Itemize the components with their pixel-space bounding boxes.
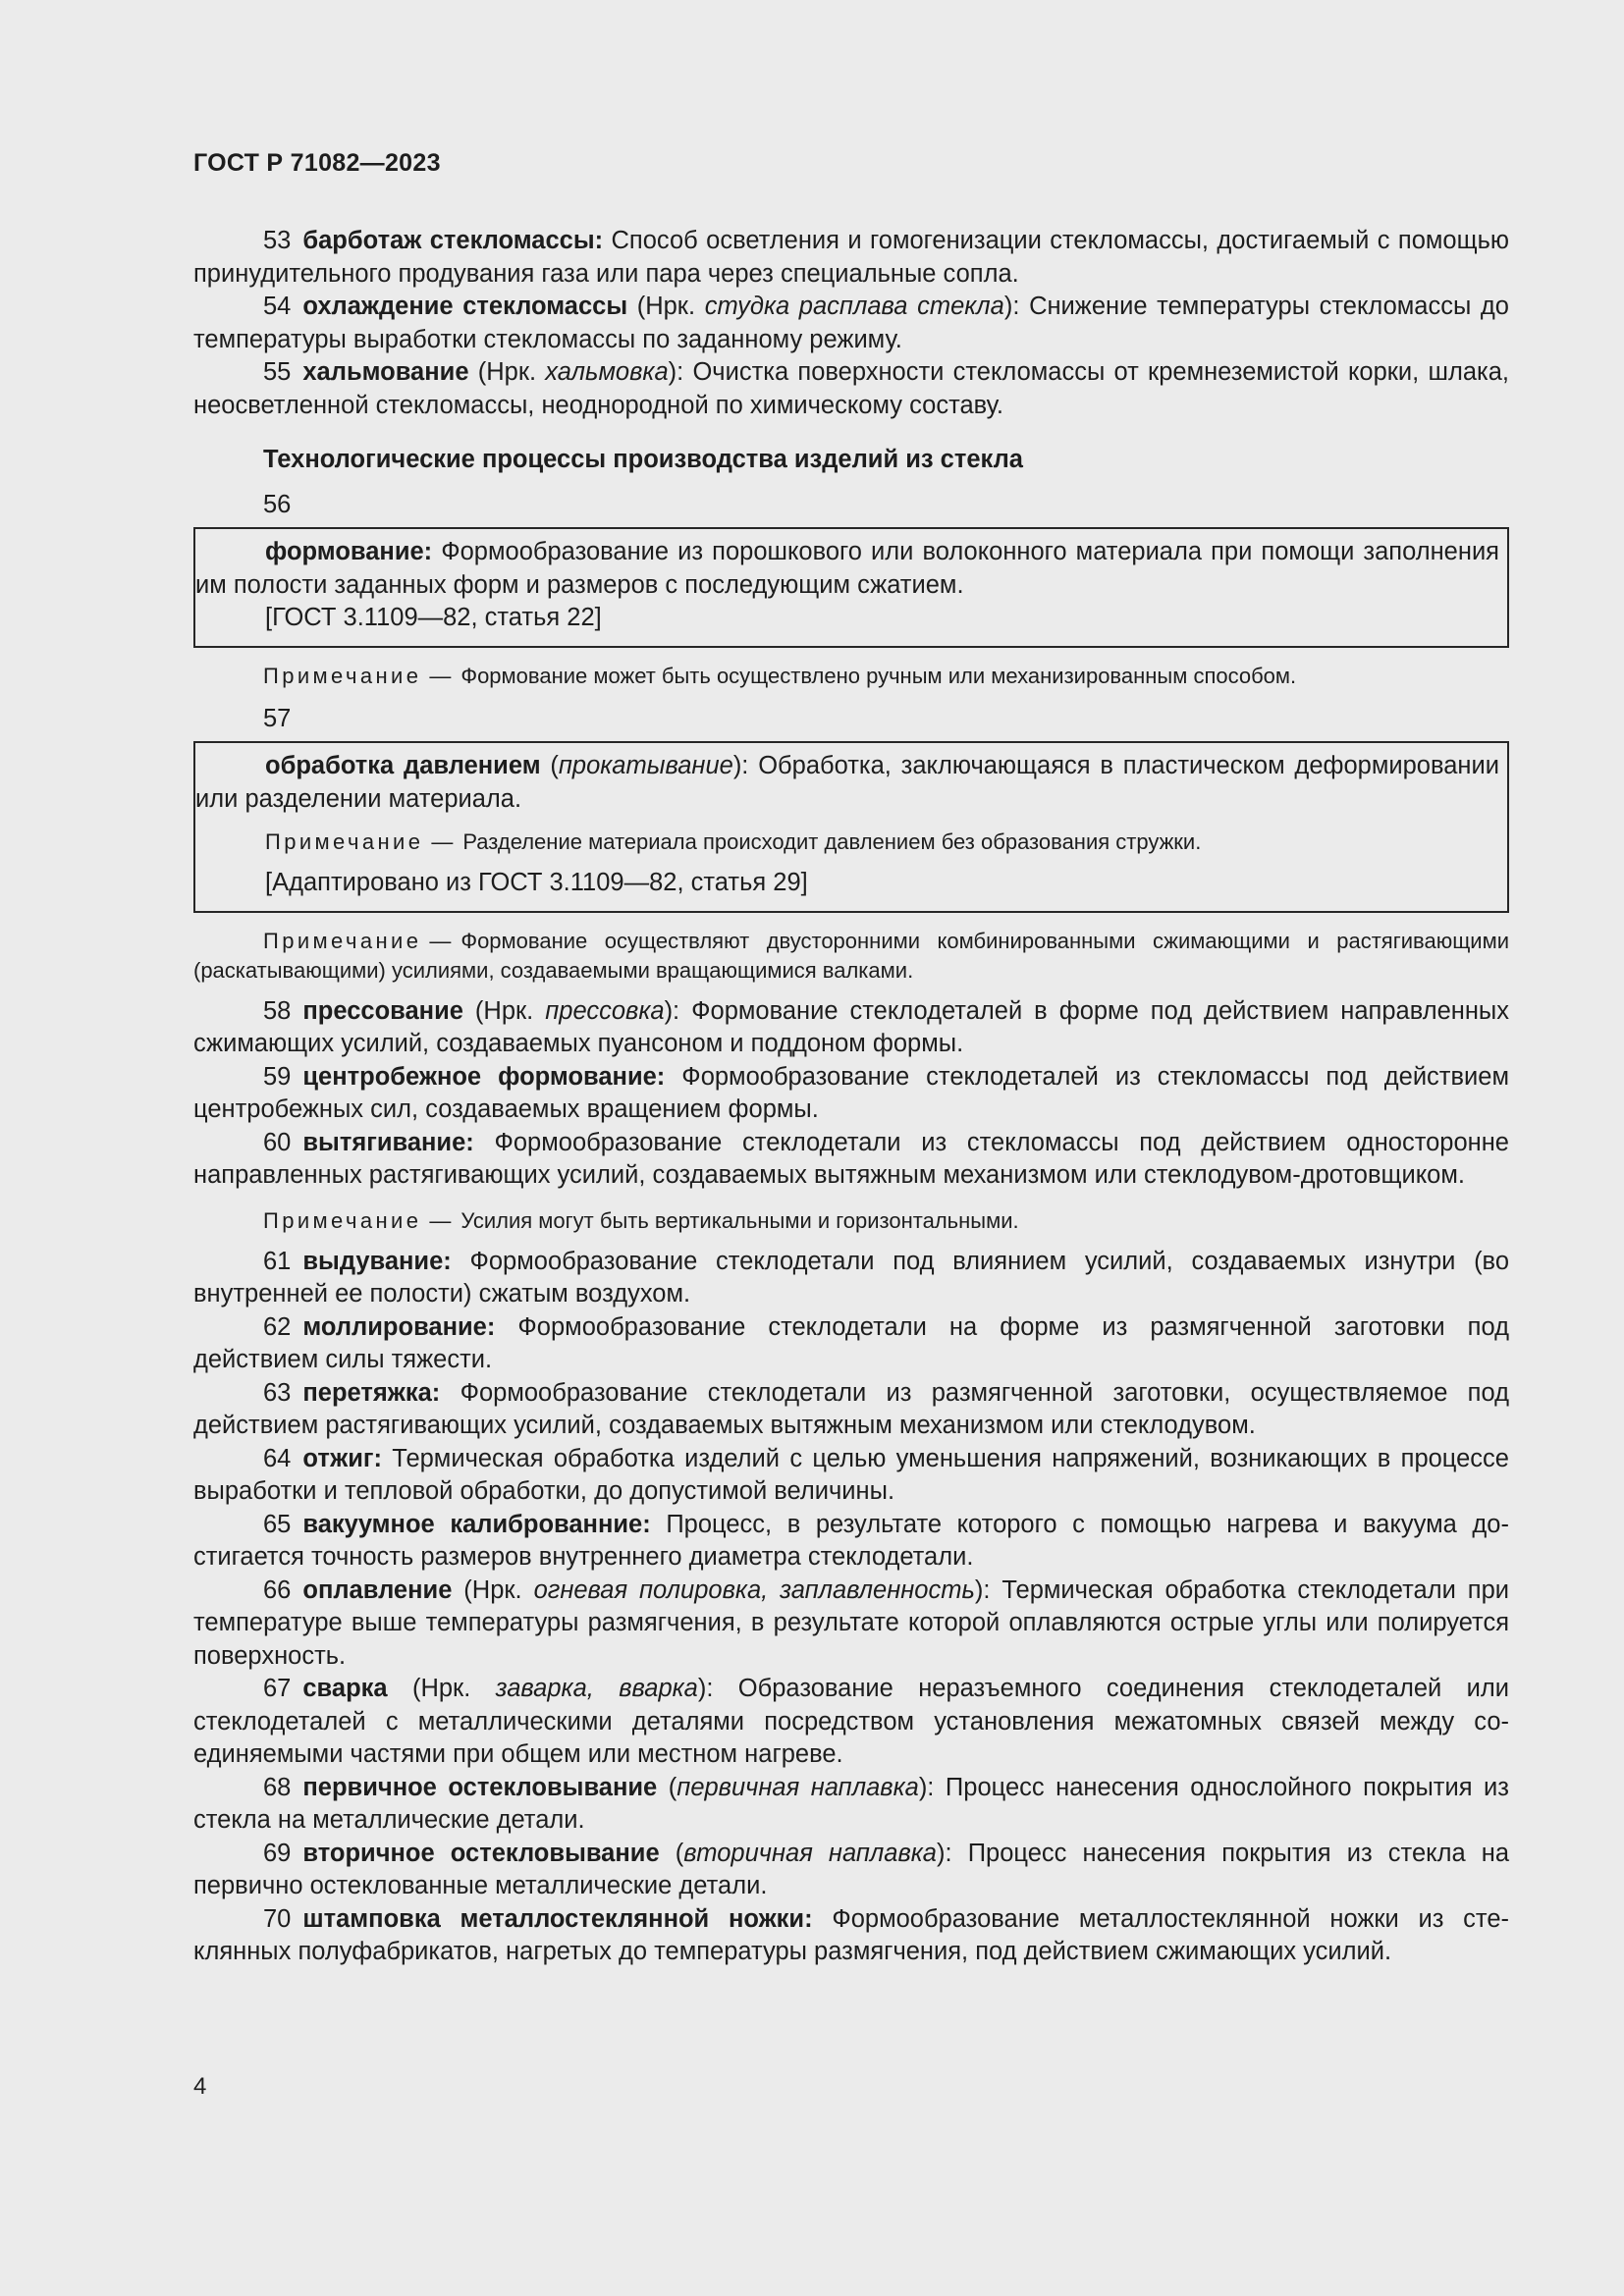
page-number: 4 (193, 2073, 207, 2100)
term-synonym: прокатывание (558, 752, 733, 779)
term-synonym: хальмовка (545, 358, 669, 386)
term-entry (193, 1838, 1509, 1903)
term-definition: обработка давлением (прокатывание): Обработка, заключающаяся в пластическом деформировании или разделении материала. (195, 752, 1499, 813)
terms-group-a (193, 225, 1509, 422)
note-text: Усилия могут быть вертикальными и горизонтальными. (460, 1207, 1019, 1233)
term-synonym: огневая полировка, заплавленность (533, 1575, 975, 1604)
inner-note (195, 828, 1507, 857)
term-text: Способ осветления и гомогенизации стекломассы, достигаемый с помощью принудительного продувания газа или пара через специальные сопла. (193, 227, 1510, 288)
term-paren-close: ): (937, 1839, 952, 1867)
note-dash: — (429, 928, 452, 953)
term-source: [Адаптировано из ГОСТ 3.1109—82, статья 29] (265, 869, 808, 896)
term-name: барботаж стекломассы: (302, 227, 604, 254)
term-number: 67 (263, 1675, 292, 1702)
term-name: первичное остекловывание (302, 1773, 658, 1801)
term-name: вакуумное калиброванние: (302, 1510, 651, 1538)
term-text: Формообразование из порошкового или волоконного материала при помощи заполнения им полости заданных форм и размеров с последующим сжатием. (195, 538, 1499, 599)
term-entry (193, 1246, 1509, 1311)
term-number: 59 (263, 1062, 292, 1091)
term-name: выдувание: (302, 1247, 452, 1275)
term-entry (193, 1061, 1509, 1127)
term-paren-open: (Нрк. (387, 1675, 496, 1702)
term-number: 56 (263, 490, 292, 518)
term-paren-close: ): (697, 1675, 714, 1702)
term-paren-close: ): (1003, 293, 1020, 320)
term-number: 69 (263, 1839, 292, 1867)
term-paren-open: ( (657, 1773, 677, 1801)
term-text: Формообразование стеклодетали под влиянием усилий, создаваемых изнутри (во внутренней ее полости) сжатым воздухом. (193, 1247, 1509, 1308)
term-number: 58 (263, 996, 292, 1025)
term-name: обработка давлением (265, 752, 541, 779)
term-number: 57 (263, 704, 292, 732)
term-paren-open: (Нрк. (468, 358, 546, 386)
term-name: перетяжка: (302, 1378, 441, 1407)
term-paren-open: ( (659, 1839, 684, 1867)
term-name: оплавление (302, 1575, 453, 1604)
term-number: 70 (263, 1904, 292, 1933)
note (193, 927, 1509, 986)
term-source: [ГОСТ 3.1109—82, статья 22] (265, 604, 602, 631)
note (193, 1206, 1509, 1236)
terms-group-b (193, 995, 1509, 1193)
term-paren-open: (Нрк. (452, 1575, 534, 1604)
borrowed-term-box (193, 741, 1509, 913)
term-number: 54 (263, 293, 292, 320)
term-name: вытягивание: (302, 1128, 474, 1156)
term-name: формование: (265, 538, 433, 565)
term-entry (193, 1772, 1509, 1838)
term-synonym: заварка, вварка (495, 1675, 698, 1702)
term-entry (193, 356, 1509, 422)
standard-code-header: ГОСТ Р 71082—2023 (193, 149, 441, 177)
borrowed-term-box (193, 527, 1509, 648)
term-text: Процесс нанесения покрытия из стекла на первично остеклованные металлические детали. (193, 1839, 1510, 1899)
term-entry (193, 995, 1509, 1061)
note-label: Примечание (265, 829, 424, 854)
term-text: Образование неразъемного соединения стеклодеталей или стеклодеталей с металлическими деталями посредством установления межатомных связей между соединяемыми частями при общем или местном нагреве. (193, 1675, 1510, 1768)
term-number: 55 (263, 358, 292, 386)
term-name: охлаждение стекломассы (302, 293, 628, 320)
term-entry (193, 1575, 1509, 1674)
term-text: Очистка поверхности стекломассы от кремнеземистой корки, шлака, неосветленной стекломассы, неоднородной по химическому составу. (193, 358, 1509, 419)
term-definition (195, 536, 1507, 602)
term-entry (193, 1509, 1509, 1575)
term-text: Снижение температуры стекломассы до температуры выработки стекломассы по заданному режиму. (193, 293, 1509, 353)
term-entry (193, 1443, 1509, 1509)
term-number: 53 (263, 227, 292, 254)
term-paren-close: ): (918, 1773, 935, 1801)
term-paren-close: ): (664, 996, 680, 1025)
term-text: Процесс, в результате которого с помощью нагрева и вакуума достигается точность размеров внутреннего диаметра стеклодетали. (193, 1510, 1509, 1571)
term-entry (193, 1673, 1509, 1772)
term-synonym: прессовка (545, 996, 665, 1025)
terms-group-c (193, 1246, 1509, 1969)
note-text: Формование осуществляют двусторонними комбинированными сжимающими и растягивающими (раскатывающими) усилиями, создаваемыми вращающимися валками. (193, 928, 1509, 983)
note-dash: — (429, 1207, 452, 1233)
note-dash: — (429, 663, 452, 688)
term-synonym: студка расплава стекла (704, 293, 1004, 320)
term-name: моллирование: (302, 1312, 496, 1341)
section-title: Технологические процессы производства изделий из стекла (263, 446, 1023, 473)
term-text: Формование стеклодеталей в форме под действием направленных сжимающих усилий, создаваемых пуансоном и поддоном формы. (193, 996, 1509, 1057)
term-number: 68 (263, 1773, 292, 1801)
term-entry (193, 1377, 1509, 1443)
term-text: Формообразование стеклодеталей из стекломассы под действием центробежных сил, создаваемых вращением формы. (193, 1062, 1509, 1123)
term-name: хальмование (302, 358, 469, 386)
page-content (193, 225, 1509, 1969)
term-entry (193, 291, 1509, 356)
term-number: 65 (263, 1510, 292, 1538)
note-text: Формование может быть осуществлено ручным или механизированным способом. (460, 663, 1297, 688)
term-name: штамповка металлостеклянной ножки: (302, 1904, 813, 1933)
term-number: 60 (263, 1128, 292, 1156)
note-label: Примечание (263, 1207, 422, 1233)
term-text: Термическая обработка стеклодетали при температуре выше температуры размягчения, в результате которой оплавляются острые углы или полируется поверхность. (193, 1575, 1509, 1670)
term-name: прессование (302, 996, 463, 1025)
term-text: Формообразование стеклодетали на форме из размягченной заготовки под действием силы тяжести. (193, 1312, 1509, 1373)
term-number: 63 (263, 1378, 292, 1407)
term-text: Формообразование стеклодетали из стекломассы под действием односторонне направленных растягивающих усилий, создаваемых вытяжным механизмом или стеклодувом-дротовщиком. (193, 1128, 1509, 1189)
term-number: 64 (263, 1444, 292, 1472)
term-text: Формообразование стеклодетали из размягченной заготовки, осуществляемое под действием растягивающих усилий, создаваемых вытяжным механизмом или стеклодувом. (193, 1378, 1509, 1439)
term-synonym: вторичная наплавка (683, 1839, 937, 1867)
term-synonym: первичная наплавка (677, 1773, 919, 1801)
term-number: 66 (263, 1575, 292, 1604)
term-entry (193, 1311, 1509, 1377)
term-name: сварка (302, 1675, 388, 1702)
term-name: вторичное остекловывание (302, 1839, 660, 1867)
term-number: 61 (263, 1247, 292, 1275)
term-paren-open: (Нрк. (462, 996, 546, 1025)
term-entry (193, 1903, 1509, 1969)
term-entry (193, 225, 1509, 291)
term-name: отжиг: (302, 1444, 382, 1472)
term-entry (193, 1127, 1509, 1193)
note-text: Разделение материала происходит давлением без образования стружки. (462, 829, 1202, 854)
term-name: центробежное формование: (302, 1062, 666, 1091)
term-paren-close: ): (668, 358, 684, 386)
term-text: Формообразование металлостеклянной ножки из стеклянных полуфабрикатов, нагретых до температуры размягчения, под действием сжимающих усилий. (193, 1904, 1510, 1965)
term-text: Термическая обработка изделий с целью уменьшения напряжений, возникающих в процессе выработки и тепловой обработки, до допустимой величины. (193, 1444, 1509, 1505)
note-label: Примечание (263, 663, 422, 688)
term-text: Обработка, заключающаяся в пластическом деформировании или разделении материала. (195, 752, 1499, 813)
note (193, 662, 1509, 691)
term-paren-close: ): (974, 1575, 991, 1604)
note-label: Примечание (263, 928, 422, 953)
note-dash: — (431, 829, 454, 854)
term-number: 62 (263, 1312, 292, 1341)
term-paren-open: (Нрк. (627, 293, 705, 320)
term-text: Процесс нанесения однослойного покрытия из стекла на металлические детали. (193, 1773, 1509, 1834)
